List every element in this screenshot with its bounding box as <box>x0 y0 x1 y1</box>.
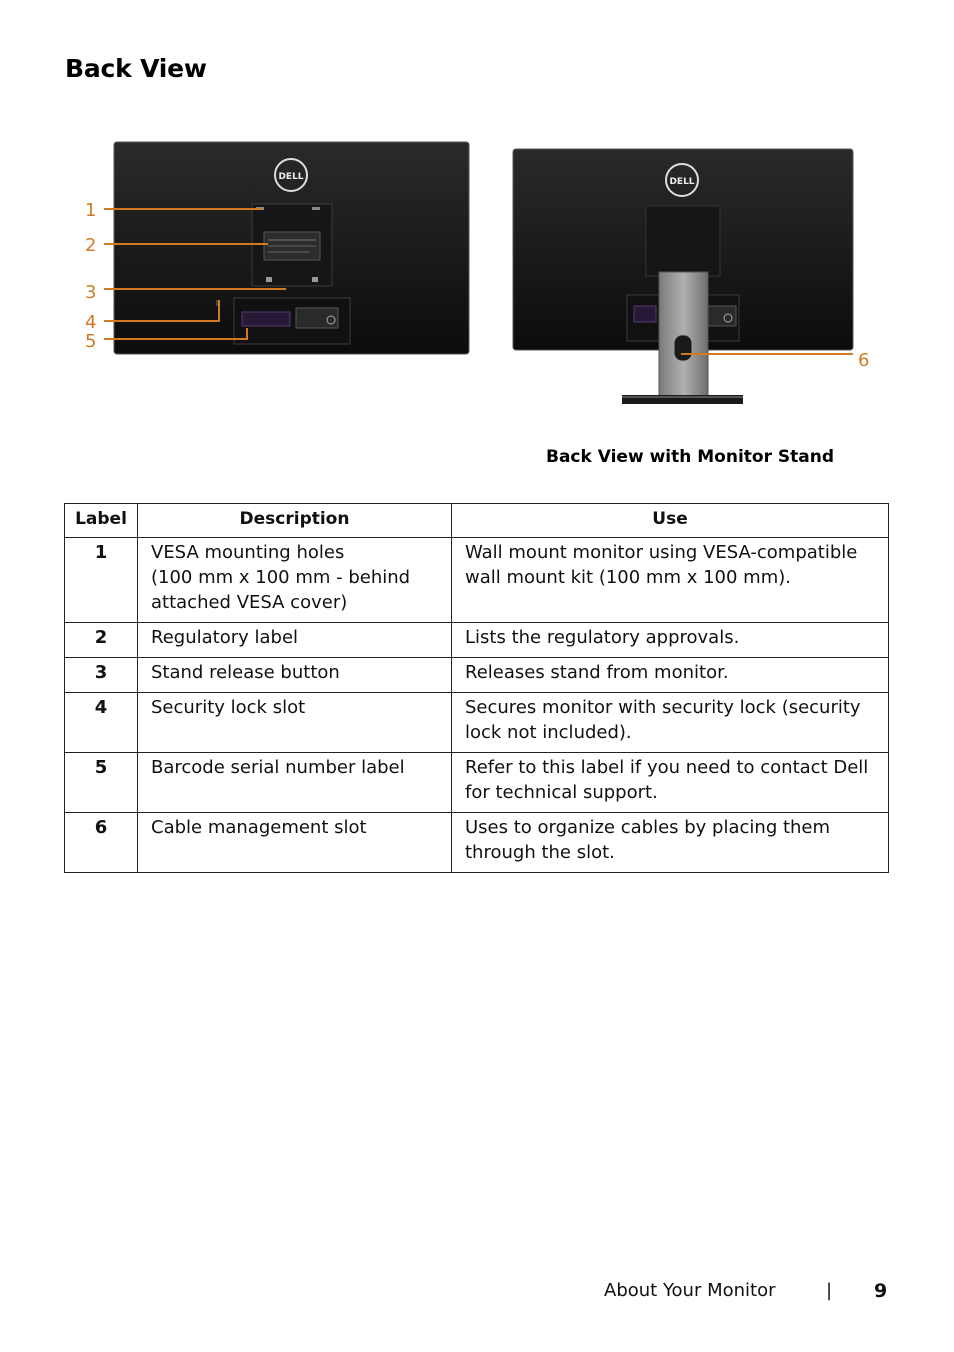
callout-2: 2 <box>85 235 97 256</box>
row-description: Barcode serial number label <box>138 753 452 813</box>
stand-neck <box>659 272 708 396</box>
monitor-back-right <box>513 149 853 404</box>
table-row <box>65 813 889 873</box>
figure-caption: Back View with Monitor Stand <box>546 447 834 467</box>
cable-management-slot-icon <box>674 335 692 361</box>
barcode-label-icon <box>242 312 290 326</box>
page-footer <box>0 1280 954 1310</box>
vesa-hole-icon <box>312 207 320 210</box>
monitor-back-left <box>114 142 469 354</box>
table-row <box>65 658 889 693</box>
row-description: Stand release button <box>138 658 452 693</box>
row-description: VESA mounting holes (100 mm x 100 mm - behind attached VESA cover) <box>138 538 452 623</box>
dell-logo-text: DELL <box>669 177 695 187</box>
row-use: Wall mount monitor using VESA-compatible wall mount kit (100 mm x 100 mm). <box>452 538 889 623</box>
row-use: Uses to organize cables by placing them through the slot. <box>452 813 889 873</box>
row-description: Security lock slot <box>138 693 452 753</box>
row-use: Lists the regulatory approvals. <box>452 623 889 658</box>
back-view-table <box>64 503 889 873</box>
table-row <box>65 623 889 658</box>
page-title: Back View <box>65 54 207 83</box>
page-number: 9 <box>874 1280 888 1302</box>
row-label: 6 <box>65 813 138 873</box>
row-description: Cable management slot <box>138 813 452 873</box>
table-row <box>65 753 889 813</box>
row-use: Releases stand from monitor. <box>452 658 889 693</box>
row-description: Regulatory label <box>138 623 452 658</box>
row-label: 3 <box>65 658 138 693</box>
row-label: 5 <box>65 753 138 813</box>
table-header-row <box>65 504 889 538</box>
row-use: Secures monitor with security lock (security lock not included). <box>452 693 889 753</box>
callout-6: 6 <box>858 350 870 371</box>
header-description: Description <box>138 504 452 538</box>
row-label: 4 <box>65 693 138 753</box>
callout-4: 4 <box>85 312 97 333</box>
monitor-back-figure <box>0 0 954 420</box>
callout-3: 3 <box>85 282 97 303</box>
dell-logo-text: DELL <box>278 172 304 182</box>
table-row <box>65 693 889 753</box>
footer-section-title: About Your Monitor <box>604 1280 776 1301</box>
callout-5: 5 <box>85 331 97 352</box>
callout-1: 1 <box>85 200 97 221</box>
header-use: Use <box>452 504 889 538</box>
table-row <box>65 538 889 623</box>
row-use: Refer to this label if you need to contact Dell for technical support. <box>452 753 889 813</box>
row-label: 1 <box>65 538 138 623</box>
footer-separator: | <box>826 1280 833 1301</box>
header-label: Label <box>65 504 138 538</box>
row-label: 2 <box>65 623 138 658</box>
